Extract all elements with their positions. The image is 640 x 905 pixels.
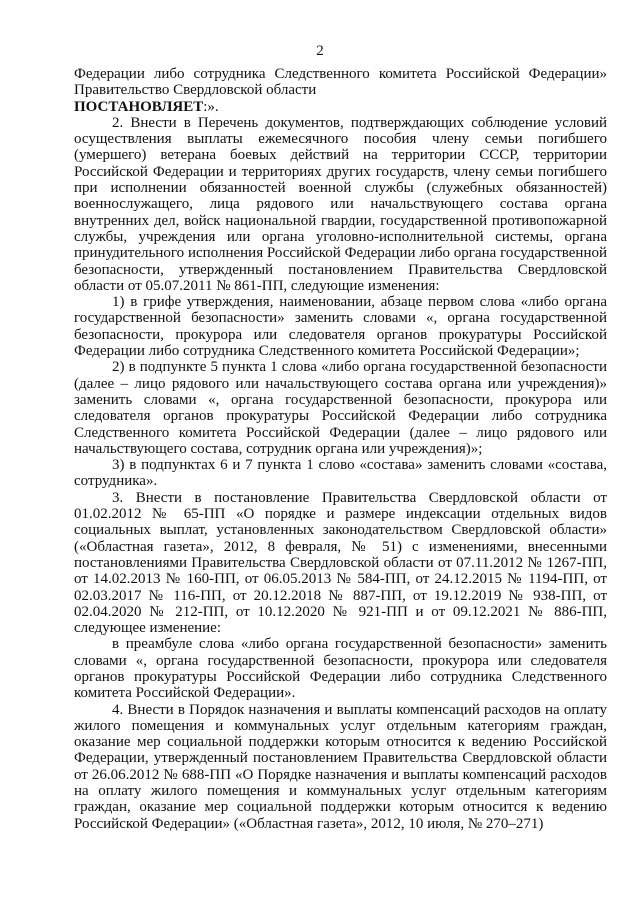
- paragraph: [74, 490, 607, 637]
- paragraph-text: 2. Внести в Перечень документов, подтверждающих соблюдение условий осуществления выплаты ежемесячного пособия члену семьи погибшего (умершего) ветерана боевых действий на территории СССР, территории Российской Федерации и территориях других государств, члену семьи погибшего при исполнении обязанностей военной службы (служебных обязанностей) военнослужащего, лица рядового или начальствующего состава органа внутренних дел, войск национальной гвардии, государственной противопожарной службы, учреждения или органа уголовно-исполнительной системы, органа принудительного исполнения Российской Федерации либо органа государственной безопасности, утвержденный постановлением Правительства Свердловской области от 05.07.2011 № 861-ПП, следующие изменения:: [74, 114, 607, 294]
- document-body: [74, 66, 607, 832]
- paragraph-text: :».: [203, 98, 219, 115]
- paragraph-text: 3. Внести в постановление Правительства Свердловской области от 01.02.2012 № 65-ПП «О порядке и размере индексации отдельных видов социальных выплат, установленных законодательством Свердловской области» («Областная газета», 2012, 8 февраля, № 51) с изменениями, внесенными постановлениями Правительства Свердловской области от 07.11.2012 № 1267-ПП, от 14.02.2013 № 160-ПП, от 06.05.2013 № 584-ПП, от 24.12.2015 № 1194-ПП, от 02.03.2017 № 116-ПП, от 20.12.2018 № 887-ПП, от 19.12.2019 № 938-ПП, от 02.04.2020 № 212-ПП, от 10.12.2020 № 921-ПП и от 09.12.2021 № 886-ПП, следующее изменение:: [74, 489, 607, 637]
- paragraph-text: 4. Внести в Порядок назначения и выплаты компенсаций расходов на оплату жилого помещения и коммунальных услуг отдельным категориям граждан, оказание мер социальной поддержки которым относится к ведению Российской Федерации, утвержденный постановлением Правительства Свердловской области от 26.06.2012 № 688-ПП «О Порядке назначения и выплаты компенсаций расходов на оплату жилого помещения и коммунальных услуг отдельным категориям граждан, оказание мер социальной поддержки которым относится к ведению Российской Федерации» («Областная газета», 2012, 10 июля, № 270–271): [74, 701, 607, 832]
- decree-keyword: ПОСТАНОВЛЯЕТ: [74, 98, 204, 115]
- paragraph: [74, 115, 607, 294]
- paragraph: [74, 294, 607, 359]
- paragraph-text: 3) в подпунктах 6 и 7 пункта 1 слово «состава» заменить словами «состава, сотрудника».: [74, 457, 607, 490]
- paragraph: [74, 99, 607, 115]
- paragraph-text: Федерации либо сотрудника Следственного комитета Российской Федерации» Правительство Свердловской области: [74, 66, 607, 99]
- paragraph-text: 1) в грифе утверждения, наименовании, абзаце первом слова «либо органа государственной безопасности» заменить словами «, органа государственной безопасности, прокурора или следователя органов прокуратуры Российской Федерации либо сотрудника Следственного комитета Российской Федерации»;: [74, 294, 607, 360]
- page-number: 2: [316, 43, 324, 59]
- paragraph-text: в преамбуле слова «либо органа государственной безопасности» заменить словами «, органа государственной безопасности, прокурора или следователя органов прокуратуры Российской Федерации либо сотрудника Следственного комитета Российской Федерации».: [74, 636, 607, 702]
- paragraph: [74, 457, 607, 490]
- paragraph-text: 2) в подпункте 5 пункта 1 слова «либо органа государственной безопасности (далее – лицо рядового или начальствующего состава органа или учреждения)» заменить словами «, органа государственной безопасности, прокурора или следователя органов прокуратуры Российской Федерации либо сотрудника Следственного комитета Российской Федерации (далее – лицо рядового или начальствующего состава, сотрудник органа или учреждения)»;: [74, 359, 607, 457]
- paragraph: [74, 636, 607, 701]
- paragraph: [74, 702, 607, 832]
- paragraph: [74, 359, 607, 457]
- paragraph: [74, 66, 607, 99]
